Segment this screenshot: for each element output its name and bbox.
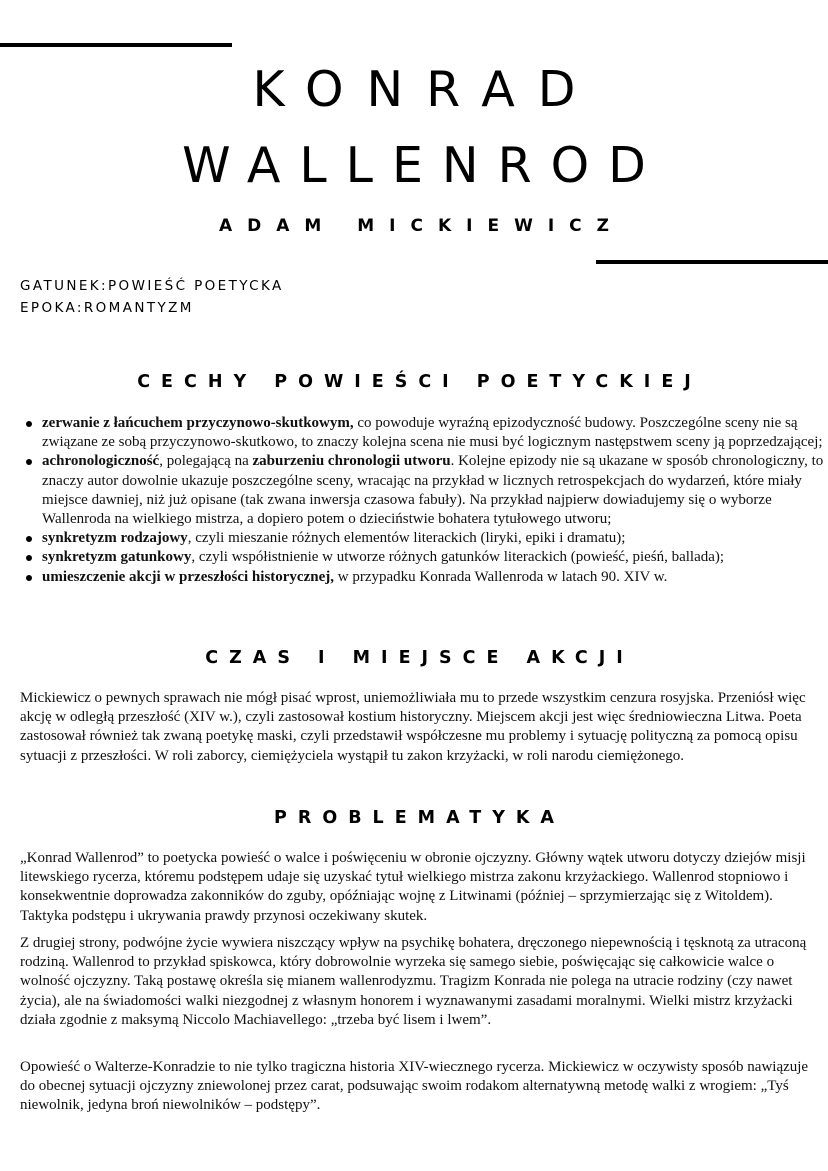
- problems-paragraph-2: Z drugiej strony, podwójne życie wywiera niszczący wpływ na psychikę bohatera, dręczonego niepewnością i tęsknotą za utraconą rodziną. Wallenrod to przykład spiskowca, który dobrowolnie wyrzeka się samego siebie, poświęcając się całkowicie walce o wolność ojczyzny. Taką postawę określa się mianem wallenrodyzmu. Tragizm Konrada nie polega na utracie rodziny (czy nawet życia), ale na świadomości walki niezgodnej z własnym honorem i wyznawanymi zasadami moralnymi. Wielki mistrz krzyżacki działa zgodnie z maksymą Niccolo Machiavellego: „trzeba być lisem i lwem”.: [20, 935, 807, 1028]
- feature-text: , czyli współistnienie w utworze różnych gatunków literackich (powieść, pieśń, ballada);: [191, 549, 725, 566]
- feature-text: w przypadku Konrada Wallenroda w latach 90. XIV w.: [334, 568, 668, 585]
- feature-text: . Kolejne epizody nie są ukazane w sposób chronologiczny, to znaczy autor dowolnie ukazuje poszczególne sceny, wracając na przykład w licznych retrospekcjach do wydarzeń, które miały miejsce dawniej, niż już opisane (tak zwana inwersja czasowa fabuły). Na przykład najpierw dowiadujemy się o wyborze Wallenroda na wielkiego mistrza, a dopiero potem o dzieciństwie bohatera tytułowego utworu;: [42, 453, 824, 528]
- time-place-paragraph: Mickiewicz o pewnych sprawach nie mógł pisać wprost, uniemożliwiała mu to przede wszystkim cenzura rosyjska. Przeniósł więc akcję w odległą przeszłość (XIV w.), czyli zastosował kostium historyczny. Miejscem akcji jest więc średniowieczna Litwa. Poeta zastosował również tak zwaną poetykę maski, czyli przedstawił współczesne mu problemy i sytuację polityczną za pomocą opisu sytuacji z przeszłości. W roli zaborcy, ciemiężyciela wystąpił tu zakon krzyżacki, w roli narodu ciemiężonego.: [20, 690, 806, 764]
- list-item: [42, 548, 828, 567]
- feature-term: achronologiczność: [42, 453, 160, 470]
- list-item: [42, 529, 828, 548]
- features-list: [20, 414, 828, 587]
- features-heading: CECHY POWIEŚCI POETYCKIEJ: [137, 372, 702, 392]
- feature-term: zaburzeniu chronologii utworu: [252, 453, 451, 470]
- epoch-label: EPOKA:ROMANTYZM: [20, 300, 194, 316]
- time-place-heading: CZAS I MIEJSCE AKCJI: [205, 648, 634, 668]
- decorative-rule-right: [596, 260, 828, 264]
- title-line-2: WALLENROD: [182, 137, 665, 194]
- list-item: [42, 568, 828, 587]
- decorative-rule-top: [0, 43, 232, 47]
- feature-text: , czyli mieszanie różnych elementów literackich (liryki, epiki i dramatu);: [187, 530, 626, 547]
- problems-paragraph-1: „Konrad Wallenrod” to poetycka powieść o walce i poświęceniu w obronie ojczyzny. Główny wątek utworu dotyczy dziejów misji litewskiego rycerza, któremu podstępem udaje się uzyskać tytuł wielkiego mistrza zakonu krzyżackiego. Wallenrod stopniowo i konsekwentnie doprowadza zakonników do zguby, opóźniając wojnę z Litwinami (później – sprzymierzając się z Witoldem). Taktyka podstępu i ukrywania prawdy przynosi oczekiwany skutek.: [20, 850, 806, 924]
- feature-text: co powoduje wyraźną epizodyczność budowy. Poszczególne sceny nie są związane ze sobą przyczynowo-skutkowo, to znaczy kolejna scena nie musi być logicznym następstwem sceny ją poprzedzającej;: [42, 415, 823, 451]
- genre-label: GATUNEK:POWIEŚĆ POETYCKA: [20, 278, 284, 294]
- problems-heading: PROBLEMATYKA: [274, 808, 565, 828]
- list-item: [42, 452, 828, 529]
- feature-text: , polegającą na: [159, 453, 253, 470]
- feature-term: umieszczenie akcji w przeszłości historycznej,: [42, 568, 334, 585]
- title-line-1: KONRAD: [252, 61, 599, 118]
- author-name: ADAM MICKIEWICZ: [219, 216, 624, 236]
- feature-term: synkretyzm rodzajowy: [42, 530, 188, 547]
- problems-paragraph-3: Opowieść o Walterze-Konradzie to nie tylko tragiczna historia XIV-wiecznego rycerza. Mickiewicz w oczywisty sposób nawiązuje do obecnej sytuacji ojczyzny zniewolonej przez carat, podsuwając swoim rodakom alternatywną metodę walki z wrogiem: „Tyś niewolnik, jedyna broń niewolników – podstępy”.: [20, 1059, 809, 1114]
- list-item: [42, 414, 828, 452]
- feature-term: zerwanie z łańcuchem przyczynowo-skutkowym,: [42, 415, 354, 431]
- feature-term: synkretyzm gatunkowy: [42, 549, 192, 566]
